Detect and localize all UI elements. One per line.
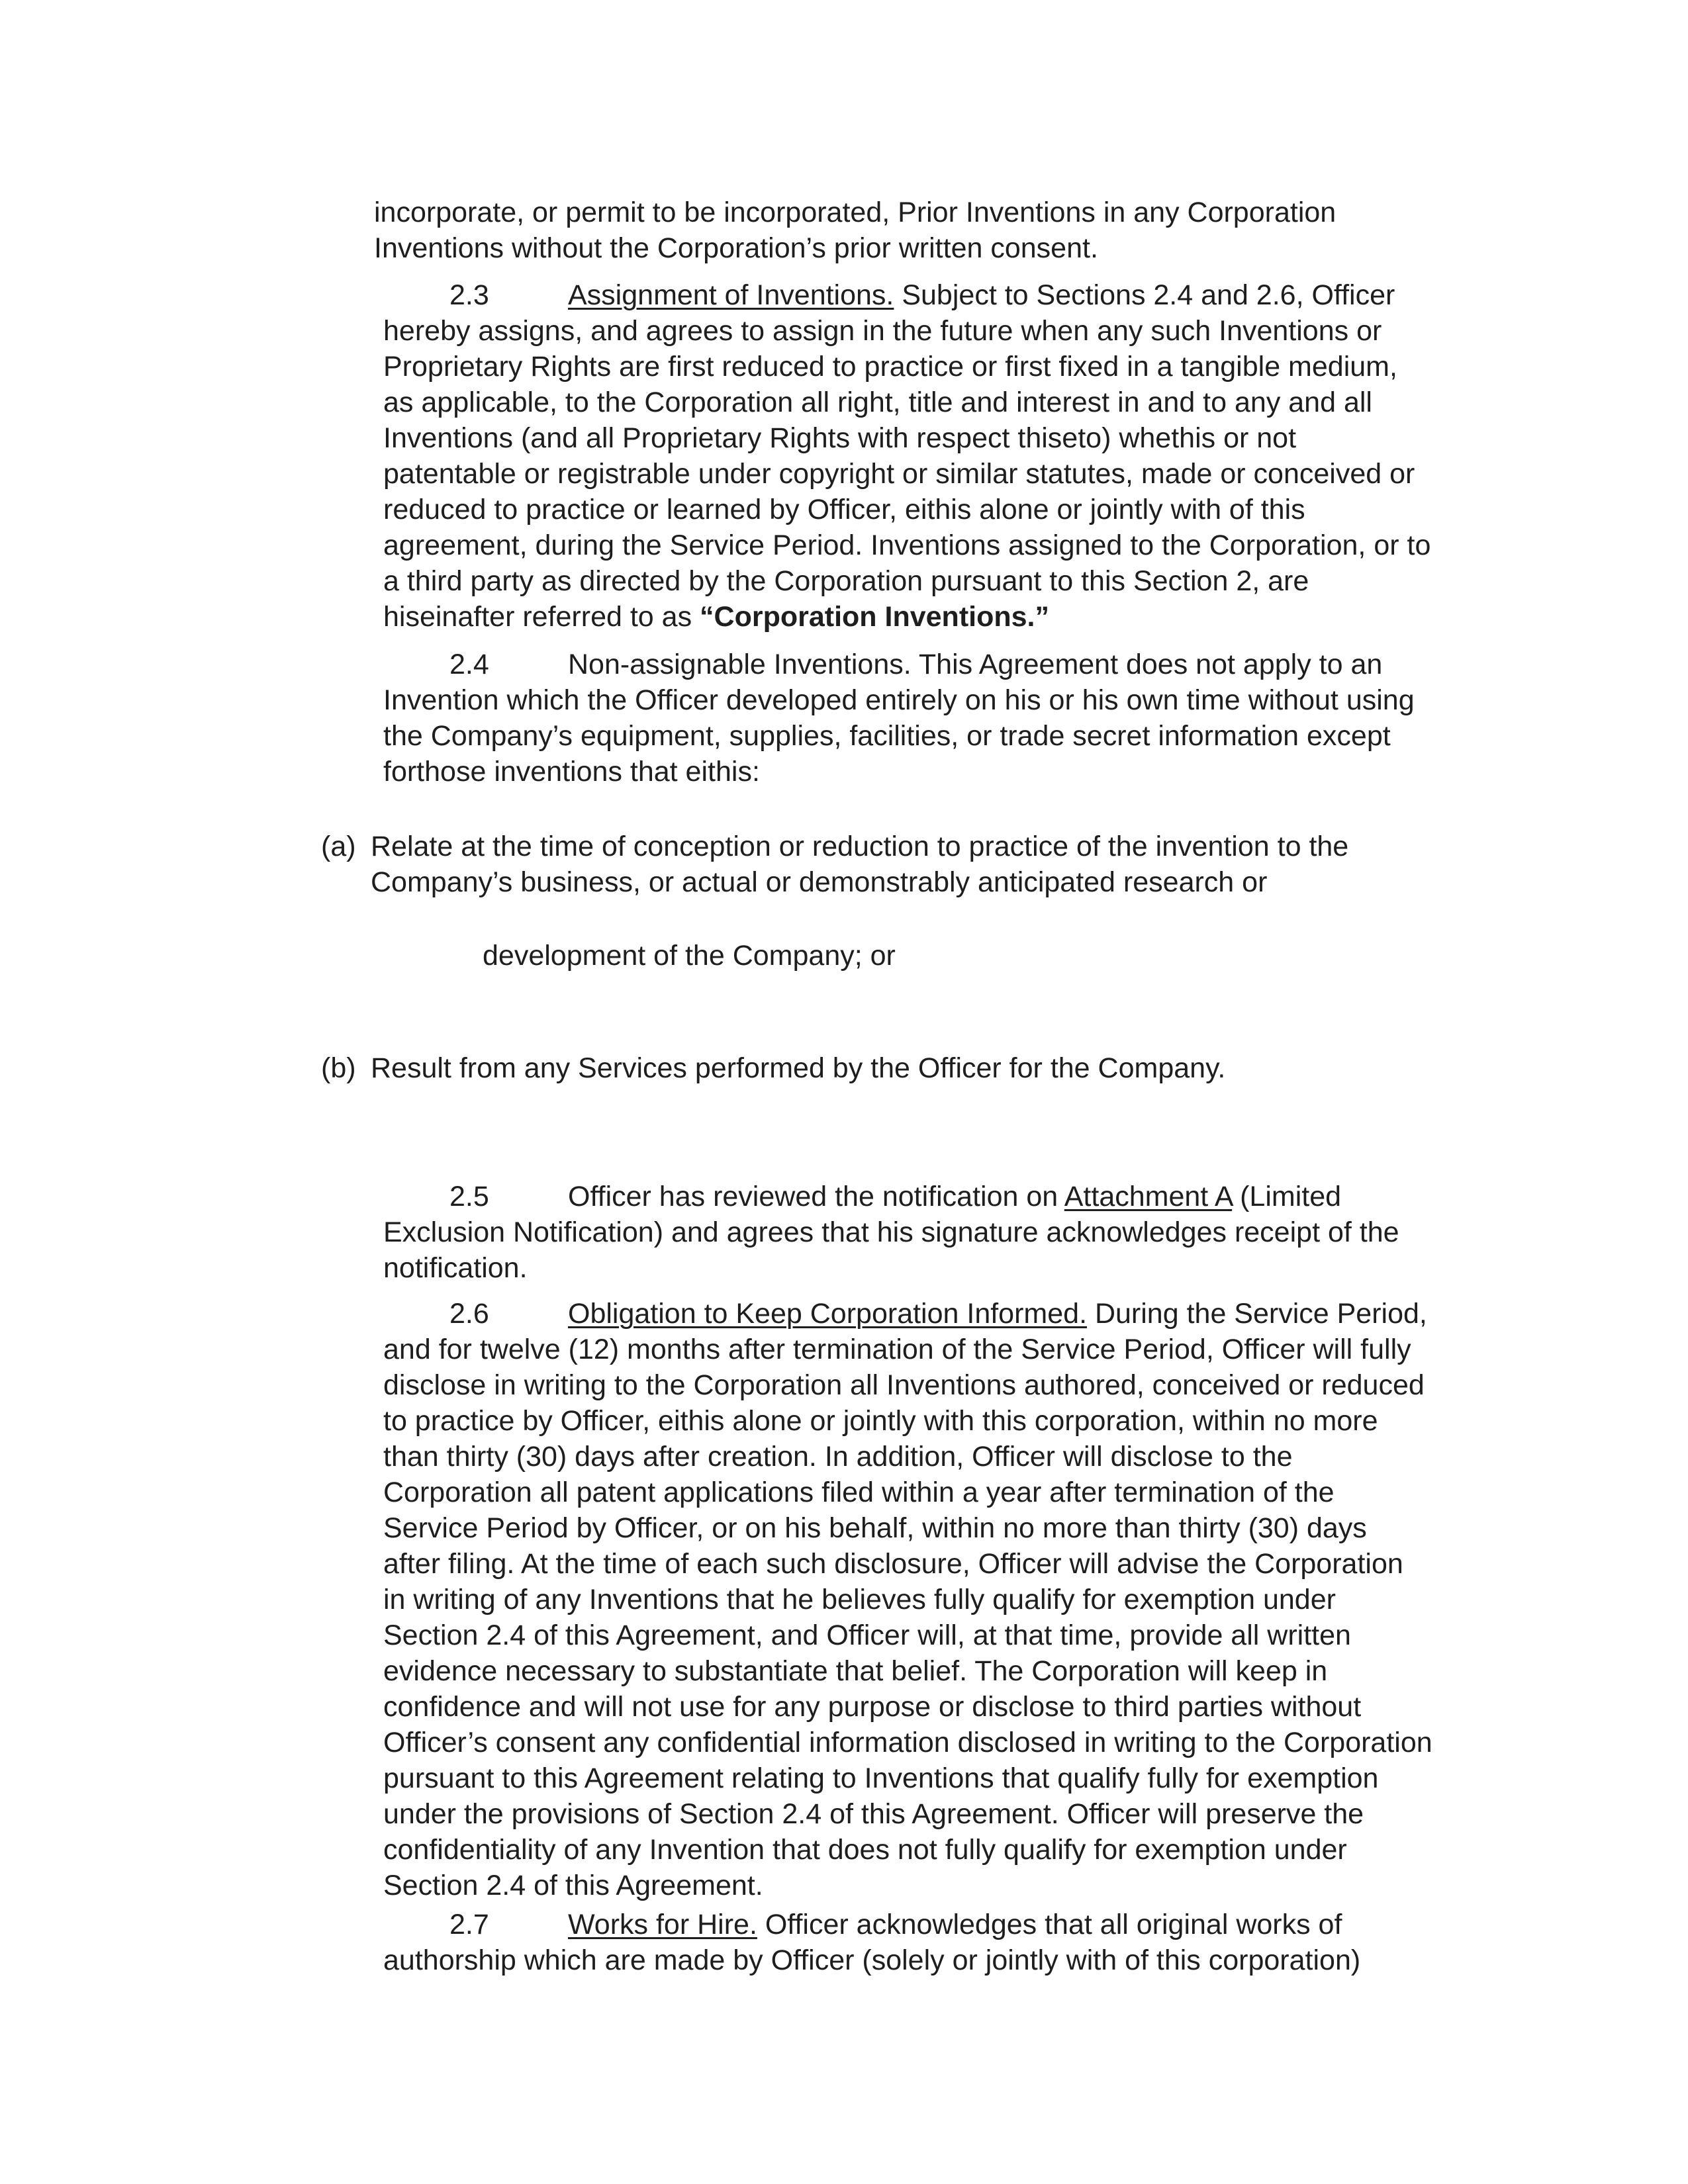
section-line: forthose inventions that eithis: bbox=[383, 756, 760, 788]
section-line: as applicable, to the Corporation all right, title and interest in and to any and all bbox=[383, 387, 1372, 418]
section-line: to practice by Officer, eithis alone or jointly with this corporation, within no more bbox=[383, 1405, 1378, 1437]
section-2-5-first-line bbox=[0, 1179, 1688, 1214]
section-line: Inventions (and all Proprietary Rights with respect thiseto) whethis or not bbox=[383, 422, 1297, 454]
section-line: Section 2.4 of this Agreement, and Officer will, at that time, provide all written bbox=[383, 1619, 1351, 1651]
section-2-4-first-line bbox=[0, 647, 1688, 682]
intro-line: Inventions without the Corporation’s prior written consent. bbox=[374, 232, 1098, 264]
section-line: authorship which are made by Officer (solely or jointly with of this corporation) bbox=[383, 1944, 1361, 1976]
list-label-b: (b) bbox=[321, 1052, 356, 1084]
section-text: (Limited bbox=[1232, 1181, 1342, 1212]
list-label-a: (a) bbox=[321, 831, 356, 862]
section-line: disclose in writing to the Corporation all Inventions authored, conceived or reduced bbox=[383, 1369, 1425, 1401]
section-line: than thirty (30) days after creation. In addition, Officer will disclose to the bbox=[383, 1441, 1293, 1473]
section-line: Invention which the Officer developed entirely on his or his own time without using bbox=[383, 684, 1415, 716]
list-item-line: Company’s business, or actual or demonstrably anticipated research or bbox=[371, 866, 1268, 898]
section-line: a third party as directed by the Corporation pursuant to this Section 2, are bbox=[383, 565, 1309, 597]
list-item-line: Result from any Services performed by the Officer for the Company. bbox=[371, 1052, 1226, 1084]
section-line: evidence necessary to substantiate that belief. The Corporation will keep in bbox=[383, 1655, 1328, 1687]
section-number: 2.6 bbox=[449, 1298, 489, 1330]
list-item-continuation: development of the Company; or bbox=[483, 940, 896, 972]
section-line: agreement, during the Service Period. Inventions assigned to the Corporation, or to bbox=[383, 529, 1431, 561]
section-line: under the provisions of Section 2.4 of this Agreement. Officer will preserve the bbox=[383, 1798, 1364, 1830]
section-line: reduced to practice or learned by Officer, eithis alone or jointly with of this bbox=[383, 494, 1305, 525]
list-item-line: Relate at the time of conception or reduction to practice of the invention to the bbox=[371, 831, 1349, 862]
section-text: This Agreement does not apply to an bbox=[911, 649, 1383, 680]
section-line: Exclusion Notification) and agrees that his signature acknowledges receipt of the bbox=[383, 1216, 1399, 1248]
section-text: Officer has reviewed the notification on bbox=[568, 1181, 1064, 1212]
section-number: 2.4 bbox=[449, 649, 489, 680]
section-heading: Works for Hire. bbox=[568, 1909, 757, 1940]
section-line: hereby assigns, and agrees to assign in the future when any such Inventions or bbox=[383, 315, 1382, 347]
section-heading: Assignment of Inventions. bbox=[568, 279, 894, 311]
section-line: the Company’s equipment, supplies, facilities, or trade secret information except bbox=[383, 720, 1391, 752]
section-line: confidence and will not use for any purpose or disclose to third parties without bbox=[383, 1691, 1362, 1723]
intro-line: incorporate, or permit to be incorporated, Prior Inventions in any Corporation bbox=[374, 197, 1336, 228]
section-text: Subject to Sections 2.4 and 2.6, Officer bbox=[894, 279, 1395, 311]
section-line: Officer’s consent any confidential information disclosed in writing to the Corporation bbox=[383, 1727, 1432, 1758]
section-2-6-first-line bbox=[0, 1296, 1688, 1332]
section-text: Officer acknowledges that all original works of bbox=[757, 1909, 1342, 1940]
section-number: 2.3 bbox=[449, 279, 489, 311]
defined-term: “Corporation Inventions.” bbox=[700, 601, 1049, 633]
section-heading: Obligation to Keep Corporation Informed. bbox=[568, 1298, 1088, 1330]
section-line: notification. bbox=[383, 1252, 528, 1284]
section-line: after filing. At the time of each such disclosure, Officer will advise the Corporation bbox=[383, 1548, 1403, 1580]
section-line: pursuant to this Agreement relating to Inventions that qualify fully for exemption bbox=[383, 1762, 1379, 1794]
section-line: in writing of any Inventions that he believes fully qualify for exemption under bbox=[383, 1584, 1336, 1615]
section-text: hiseinafter referred to as bbox=[383, 601, 700, 633]
section-2-7-first-line bbox=[0, 1907, 1688, 1942]
attachment-a-link[interactable]: Attachment A bbox=[1064, 1181, 1233, 1212]
section-heading: Non-assignable Inventions. bbox=[568, 649, 912, 680]
section-line: patentable or registrable under copyright or similar statutes, made or conceived or bbox=[383, 458, 1415, 490]
section-line: Corporation all patent applications filed within a year after termination of the bbox=[383, 1477, 1335, 1508]
section-2-3-first-line bbox=[0, 277, 1688, 313]
section-line: Service Period by Officer, or on his behalf, within no more than thirty (30) days bbox=[383, 1512, 1367, 1544]
section-text: During the Service Period, bbox=[1087, 1298, 1427, 1330]
section-last-line bbox=[383, 599, 1049, 635]
section-line: and for twelve (12) months after termination of the Service Period, Officer will fully bbox=[383, 1334, 1411, 1365]
section-line: confidentiality of any Invention that does not fully qualify for exemption under bbox=[383, 1834, 1347, 1866]
section-line: Section 2.4 of this Agreement. bbox=[383, 1870, 763, 1901]
section-number: 2.7 bbox=[449, 1909, 489, 1940]
section-line: Proprietary Rights are first reduced to practice or first fixed in a tangible medium, bbox=[383, 351, 1397, 383]
section-number: 2.5 bbox=[449, 1181, 489, 1212]
